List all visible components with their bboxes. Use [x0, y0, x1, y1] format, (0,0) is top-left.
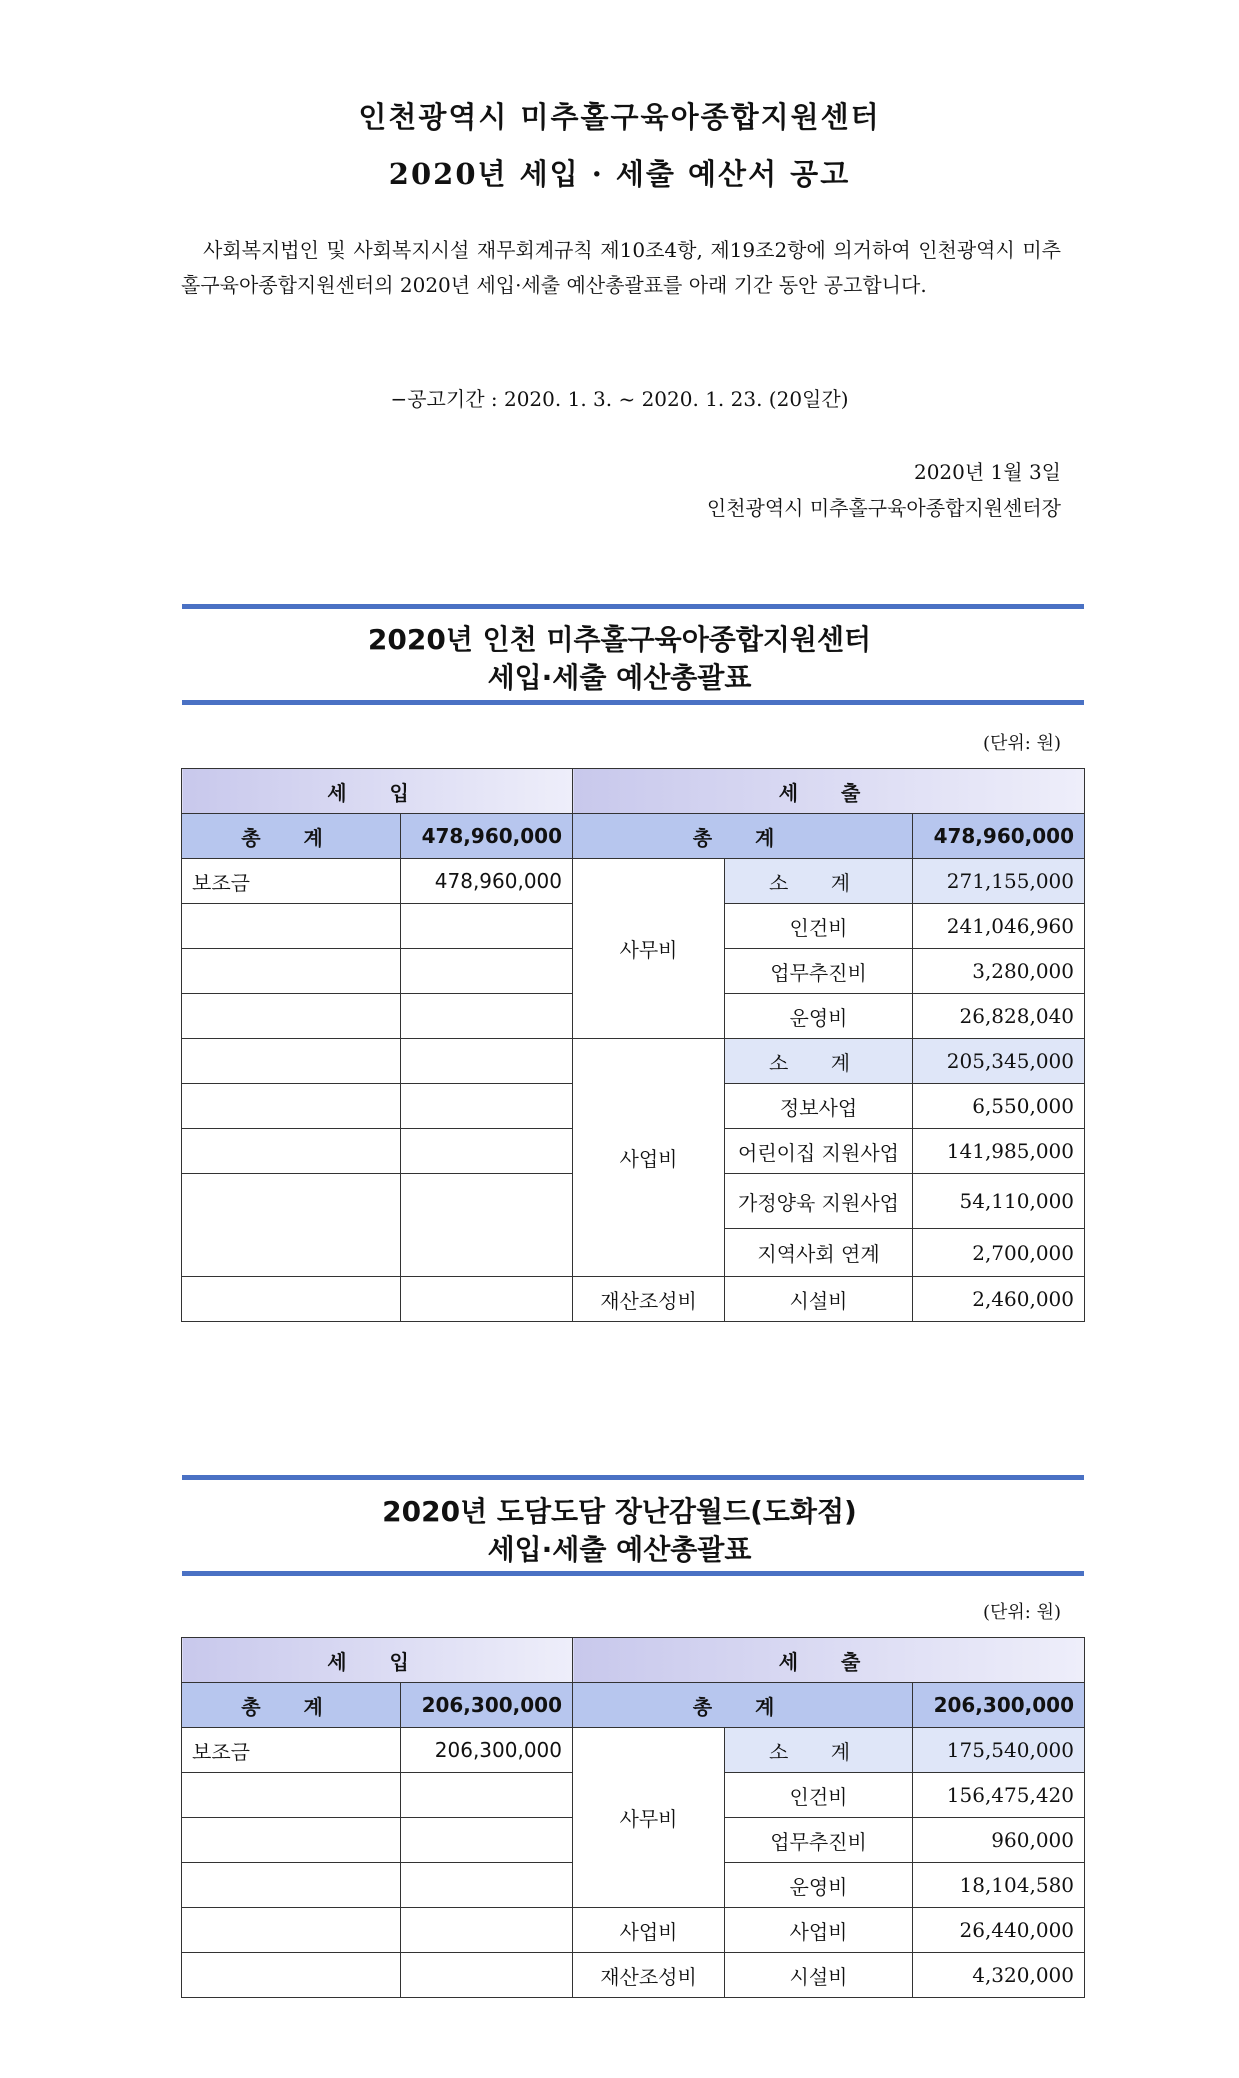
section1-budget-table: [181, 768, 1085, 1322]
revenue-item-amount: 478,960,000: [401, 859, 573, 904]
item-amount: 4,320,000: [913, 1953, 1085, 1998]
notice-title: 인천광역시 미추홀구육아종합지원센터: [358, 100, 881, 134]
notice-signer: 인천광역시 미추홀구육아종합지원센터장: [706, 496, 1061, 520]
section2-title: 2020년 도담도담 장난감월드(도화점): [382, 1495, 857, 1528]
item-amount: 960,000: [913, 1818, 1085, 1863]
revenue-total-label: 총 계: [241, 1694, 341, 1719]
category-office: 사무비: [573, 859, 725, 1039]
section2-budget-table: [181, 1637, 1085, 1998]
category-asset: 재산조성비: [573, 1277, 725, 1322]
item-amount: 241,046,960: [913, 904, 1085, 949]
subtotal-label: 소 계: [769, 1050, 869, 1075]
table-row: [182, 1039, 1085, 1084]
revenue-item-name: 보조금: [182, 1728, 401, 1773]
notice-date: 2020년 1월 3일: [913, 460, 1061, 484]
table-header-row: [182, 769, 1085, 814]
item-name: 정보사업: [725, 1084, 913, 1129]
table-header-row: [182, 1638, 1085, 1683]
item-amount: 2,700,000: [913, 1229, 1085, 1277]
category-business: 사업비: [573, 1039, 725, 1277]
category-office: 사무비: [573, 1728, 725, 1908]
revenue-total-amount: 206,300,000: [401, 1683, 573, 1728]
section1-top-rule: [182, 604, 1084, 609]
revenue-total-amount: 478,960,000: [401, 814, 573, 859]
table-row: [182, 859, 1085, 904]
expense-total-amount: 206,300,000: [913, 1683, 1085, 1728]
item-amount: 2,460,000: [913, 1277, 1085, 1322]
section2-bottom-rule: [182, 1571, 1084, 1576]
expense-header: 세 출: [778, 780, 879, 805]
table-row: [182, 1728, 1085, 1773]
item-amount: 26,440,000: [913, 1908, 1085, 1953]
item-name: 운영비: [725, 1863, 913, 1908]
item-name: 인건비: [725, 1773, 913, 1818]
subtotal-label: 소 계: [769, 1739, 869, 1764]
section1-bottom-rule: [182, 700, 1084, 705]
revenue-item-amount: 206,300,000: [401, 1728, 573, 1773]
notice-subtitle: 2020년 세입 · 세출 예산서 공고: [388, 157, 851, 191]
item-name: 어린이집 지원사업: [725, 1129, 913, 1174]
item-amount: 26,828,040: [913, 994, 1085, 1039]
item-name: 인건비: [725, 904, 913, 949]
subtotal-label: 소 계: [769, 870, 869, 895]
item-name: 가정양육 지원사업: [725, 1174, 913, 1229]
item-amount: 141,985,000: [913, 1129, 1085, 1174]
table-row: [182, 1953, 1085, 1998]
item-amount: 156,475,420: [913, 1773, 1085, 1818]
revenue-item-name: 보조금: [182, 859, 401, 904]
notice-period: −공고기간 : 2020. 1. 3. ~ 2020. 1. 23. (20일간): [390, 387, 849, 411]
item-amount: 3,280,000: [913, 949, 1085, 994]
item-name: 업무추진비: [725, 1818, 913, 1863]
item-name: 지역사회 연계: [725, 1229, 913, 1277]
item-name: 운영비: [725, 994, 913, 1039]
table-total-row: [182, 1683, 1085, 1728]
category-asset: 재산조성비: [573, 1953, 725, 1998]
item-name: 업무추진비: [725, 949, 913, 994]
revenue-total-label: 총 계: [241, 825, 341, 850]
revenue-header: 세 입: [327, 1649, 427, 1674]
item-amount: 6,550,000: [913, 1084, 1085, 1129]
notice-paragraph-text: 사회복지법인 및 사회복지시설 재무회계규칙 제10조4항, 제19조2항에 의거하여 인천광역시 미추홀구육아종합지원센터의 2020년 세입·세출 예산총괄표를 아래 기간 동안 공고합니다.: [181, 238, 1061, 297]
category-business: 사업비: [573, 1908, 725, 1953]
item-amount: 54,110,000: [913, 1174, 1085, 1229]
expense-header: 세 출: [778, 1649, 879, 1674]
revenue-header: 세 입: [327, 780, 427, 805]
section2-top-rule: [182, 1475, 1084, 1480]
section2-unit: (단위: 원): [983, 1602, 1061, 1623]
section1-subtitle: 세입·세출 예산총괄표: [487, 661, 752, 694]
subtotal-amount: 175,540,000: [913, 1728, 1085, 1773]
item-name: 사업비: [725, 1908, 913, 1953]
subtotal-amount: 271,155,000: [913, 859, 1085, 904]
table-total-row: [182, 814, 1085, 859]
item-amount: 18,104,580: [913, 1863, 1085, 1908]
table-row: [182, 1277, 1085, 1322]
notice-paragraph: [181, 233, 1061, 303]
item-name: 시설비: [725, 1953, 913, 1998]
table-row: [182, 1908, 1085, 1953]
expense-total-label: 총 계: [692, 825, 793, 850]
expense-total-amount: 478,960,000: [913, 814, 1085, 859]
expense-total-label: 총 계: [692, 1694, 793, 1719]
section1-title: 2020년 인천 미추홀구육아종합지원센터: [367, 623, 872, 656]
section2-subtitle: 세입·세출 예산총괄표: [487, 1533, 752, 1566]
section1-unit: (단위: 원): [983, 733, 1061, 754]
item-name: 시설비: [725, 1277, 913, 1322]
subtotal-amount: 205,345,000: [913, 1039, 1085, 1084]
